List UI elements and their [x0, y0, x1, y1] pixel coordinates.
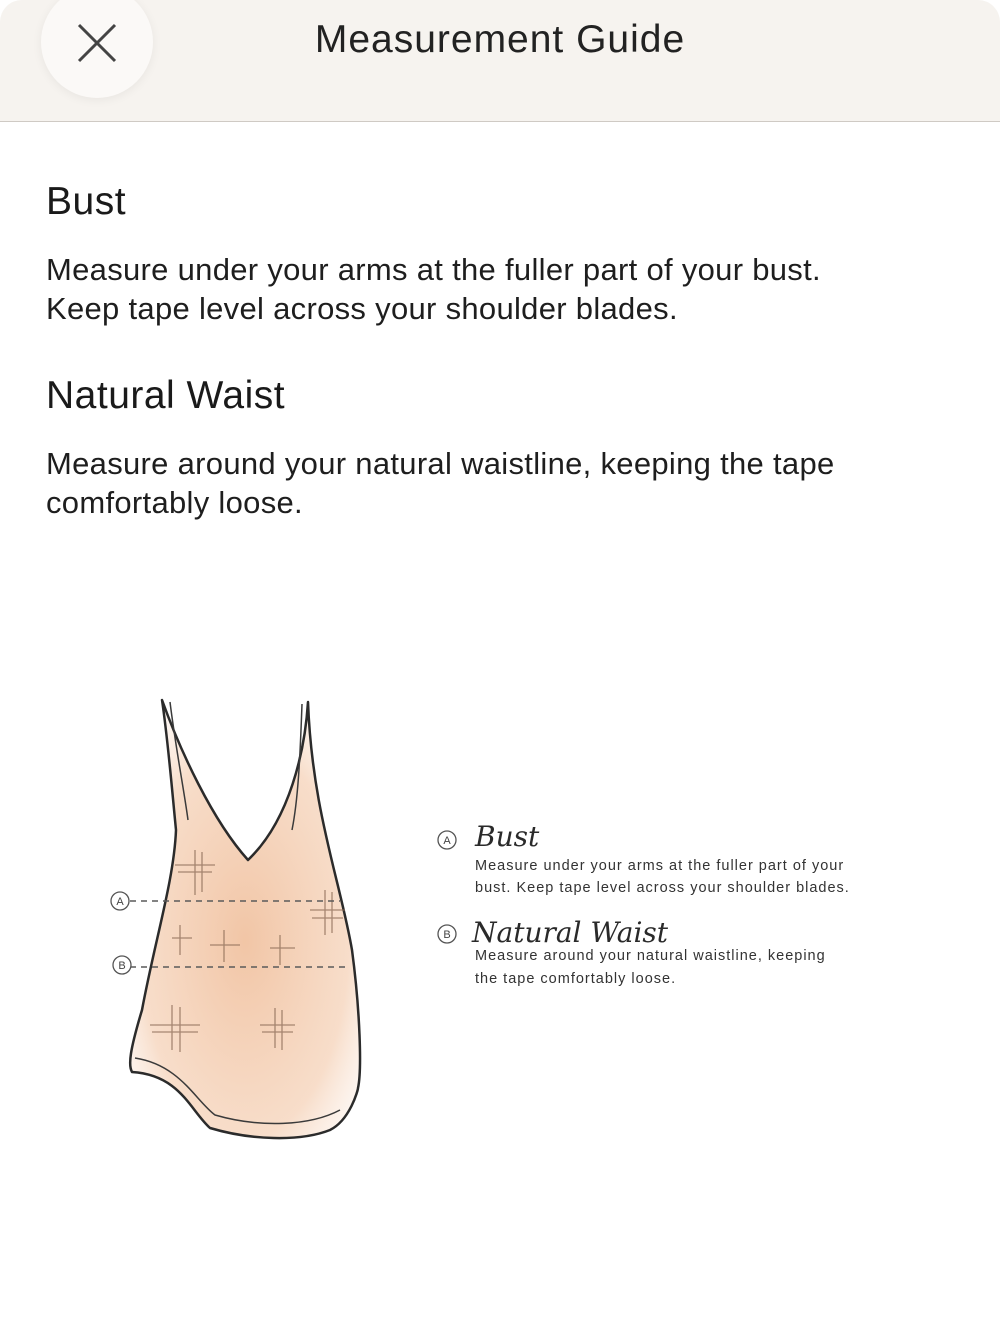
bust-heading: Bust: [46, 180, 127, 223]
measurement-illustration: [100, 680, 900, 1150]
natural-waist-description: [46, 444, 966, 522]
tank-top-sketch: [100, 680, 900, 1150]
legend-natural-waist-title: Natural Waist: [472, 916, 669, 949]
bust-description-line2: Keep tape level across your shoulder blades.: [46, 291, 678, 326]
legend-bust-title: Bust: [475, 820, 540, 853]
legend-bust-line2: bust. Keep tape level across your shoulder blades.: [475, 880, 850, 896]
page-title: Measurement Guide: [314, 18, 686, 61]
marker-a: [111, 892, 129, 910]
svg-text:A: A: [443, 835, 451, 847]
legend-natural-waist-line2: the tape comfortably loose.: [475, 971, 677, 987]
natural-waist-heading: Natural Waist: [46, 374, 286, 417]
natural-waist-description-line2: comfortably loose.: [46, 485, 303, 520]
svg-text:A: A: [116, 896, 124, 908]
svg-text:B: B: [443, 929, 451, 941]
legend-item-natural-waist: [438, 916, 826, 987]
bust-description: [46, 250, 966, 328]
legend-natural-waist-line1: Measure around your natural waistline, keeping: [475, 948, 826, 964]
svg-text:B: B: [118, 960, 126, 972]
bust-description-line1: Measure under your arms at the fuller part of your bust.: [46, 252, 821, 287]
legend-bust-line1: Measure under your arms at the fuller part of your: [475, 858, 845, 874]
legend-item-bust: [438, 820, 850, 896]
natural-waist-description-line1: Measure around your natural waistline, keeping the tape: [46, 446, 835, 481]
modal-header: [0, 0, 1000, 122]
marker-b: [113, 956, 131, 974]
